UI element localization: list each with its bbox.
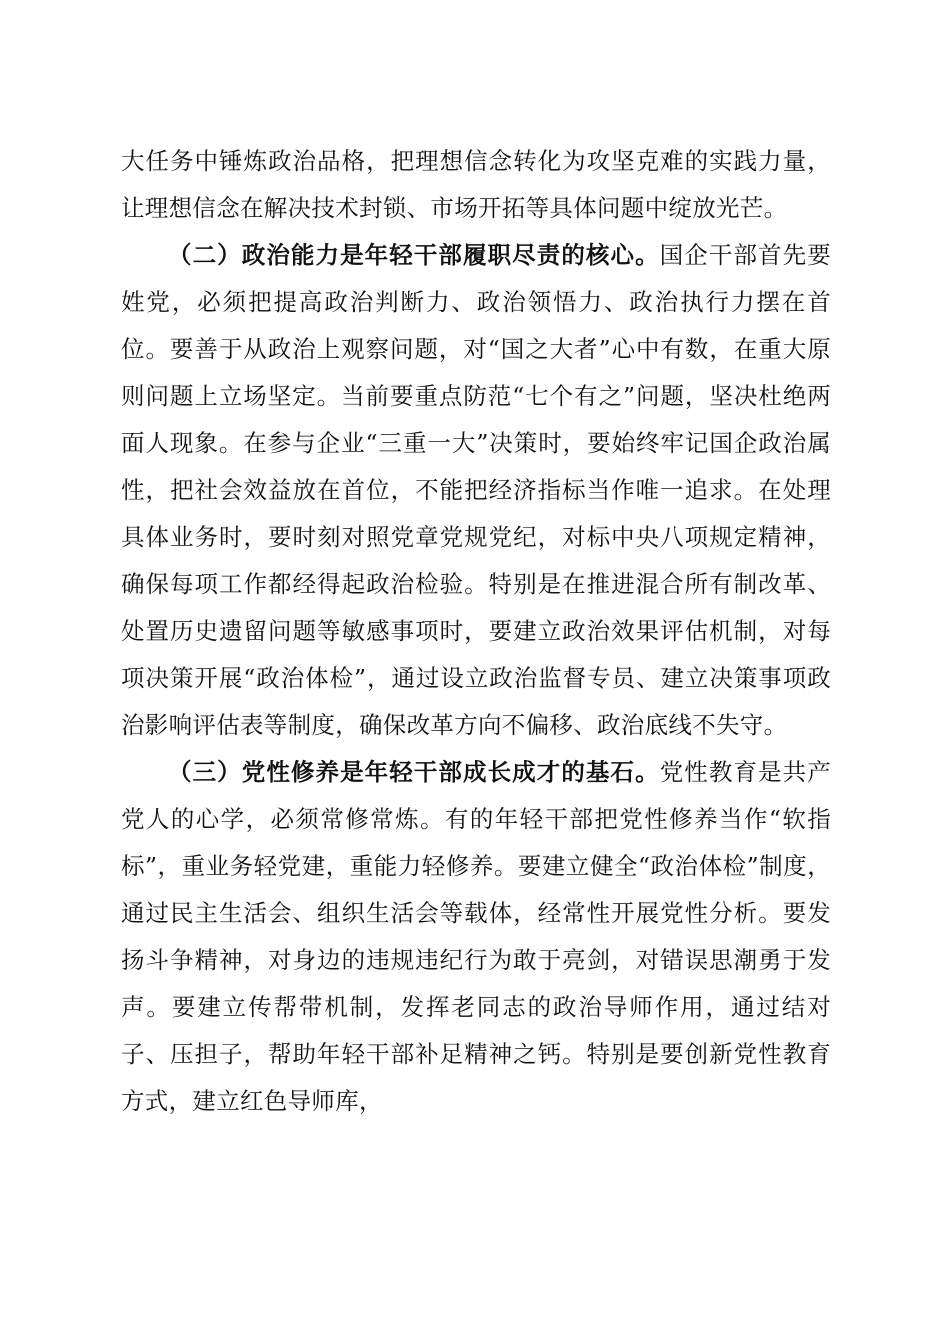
paragraph-section-2 <box>121 232 831 749</box>
paragraph-text: 党性教育是共产党人的心学，必须常修常炼。有的年轻干部把党性修养当作“软指标”，重业务轻党建，重能力轻修养。要建立健全“政治体检”制度，通过民主生活会、组织生活会等载体，经常性开展党性分析。要发扬斗争精神，对身边的违规违纪行为敢于亮剑，对错误思潮勇于发声。要建立传帮带机制，发挥老同志的政治导师作用，通过结对子、压担子，帮助年轻干部补足精神之钙。特别是要创新党性教育方式，建立红色导师库， <box>121 758 831 1115</box>
document-body <box>121 138 831 1125</box>
paragraph-text: 国企干部首先要姓党，必须把提高政治判断力、政治领悟力、政治执行力摆在首位。要善于从政治上观察问题，对“国之大者”心中有数，在重大原则问题上立场坚定。当前要重点防范“七个有之”问题，坚决杜绝两面人现象。在参与企业“三重一大”决策时，要始终牢记国企政治属性，把社会效益放在首位，不能把经济指标当作唯一追求。在处理具体业务时，要时刻对照党章党规党纪，对标中央八项规定精神，确保每项工作都经得起政治检验。特别是在推进混合所有制改革、处置历史遗留问题等敏感事项时，要建立政治效果评估机制，对每项决策开展“政治体检”，通过设立政治监督专员、建立决策事项政治影响评估表等制度，确保改革方向不偏移、政治底线不失守。 <box>121 241 831 739</box>
paragraph-section-3 <box>121 749 831 1125</box>
section-heading: （二）政治能力是年轻干部履职尽责的核心。 <box>168 241 660 269</box>
section-heading: （三）党性修养是年轻干部成长成才的基石。 <box>168 758 660 786</box>
paragraph-text: 大任务中锤炼政治品格，把理想信念转化为攻坚克难的实践力量，让理想信念在解决技术封锁、市场开拓等具体问题中绽放光芒。 <box>121 147 831 222</box>
paragraph-continuation <box>121 138 831 232</box>
